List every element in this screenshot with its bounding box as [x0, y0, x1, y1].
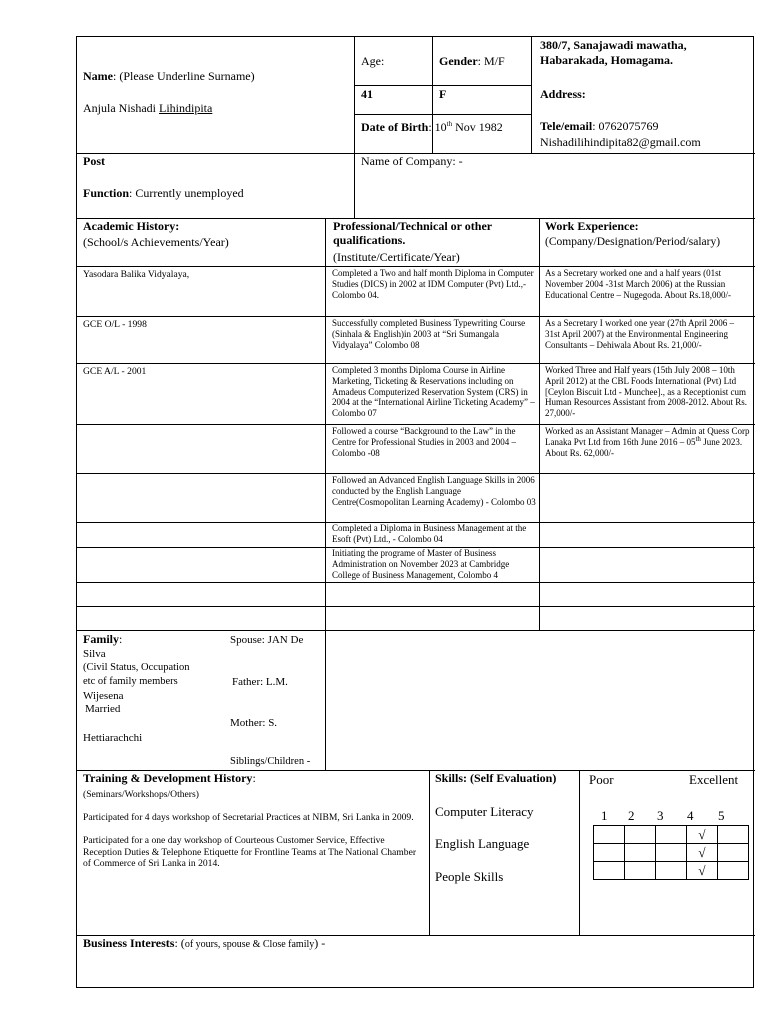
- rating-scale-number: 1: [601, 808, 608, 823]
- name-value: Anjula Nishadi Lihindipita: [83, 101, 213, 115]
- rating-check: √: [687, 826, 718, 844]
- rating-scale-number: 4: [687, 808, 694, 823]
- professional-subtitle: (Institute/Certificate/Year): [333, 250, 460, 264]
- rating-scale-number: 5: [718, 808, 725, 823]
- rating-excellent-label: Excellent: [689, 772, 739, 787]
- function-value: Function: Currently unemployed: [83, 186, 244, 200]
- divider: [354, 37, 355, 218]
- professional-row: Initiating the programe of Master of Business Administration on November 2023 at Cambridge College of Business Management, Colombo 4: [332, 548, 510, 580]
- rating-row: [594, 862, 749, 880]
- professional-row: Followed an Advanced English Language Skills in 2006 conducted by the English Language Centre(Cosmopolitan Learning Academy) - Colombo 03: [332, 475, 536, 507]
- family-label: Family:: [83, 632, 123, 646]
- rating-cell: [718, 844, 749, 862]
- contact-email: Nishadilihindipita82@gmail.com: [540, 135, 701, 149]
- cv-form: [76, 36, 754, 988]
- divider: [77, 316, 755, 317]
- divider: [579, 770, 580, 935]
- business-interests: Business Interests: (of yours, spouse & Close family) -: [83, 936, 326, 950]
- academic-row: Yasodara Balika Vidyalaya,: [83, 269, 190, 280]
- divider: [354, 114, 531, 115]
- gender-value: F: [439, 87, 447, 101]
- rating-cell: [625, 826, 656, 844]
- divider: [354, 85, 531, 86]
- rating-check: √: [687, 844, 718, 862]
- divider: [539, 218, 540, 630]
- divider: [77, 266, 755, 267]
- academic-row: GCE O/L - 1998: [83, 319, 147, 330]
- rating-row: [594, 826, 749, 844]
- rating-cell: [656, 844, 687, 862]
- professional-row: Completed a Diploma in Business Management at the Esoft (Pvt) Ltd., - Colombo 04: [332, 523, 527, 544]
- training-item: Participated for a one day workshop of Courteous Customer Service, Effective Reception Duties & Telephone Etiquette for Frontline Teams at The National Chamber of Commerce of Sri Lanka in 2014.: [83, 835, 417, 869]
- gender-label: Gender: M/F: [439, 54, 505, 68]
- academic-subtitle: (School/s Achievements/Year): [83, 235, 229, 249]
- rating-cell: [594, 844, 625, 862]
- academic-row: GCE A/L - 2001: [83, 366, 147, 377]
- divider: [325, 630, 326, 770]
- rating-grid: [593, 825, 749, 880]
- divider: [432, 37, 433, 153]
- divider: [77, 363, 755, 364]
- family-civil-status: Married: [85, 703, 121, 715]
- rating-check: √: [687, 862, 718, 880]
- address-label: Address:: [540, 87, 586, 101]
- family-siblings: Siblings/Children -: [230, 756, 311, 767]
- family-father-cont: Wijesena: [83, 690, 124, 702]
- professional-row: Successfully completed Business Typewriting Course (Sinhala & English)in 2003 at “Sri Sumangala Vidyalaya” Colombo 08: [332, 318, 526, 350]
- rating-cell: [656, 862, 687, 880]
- divider: [77, 582, 755, 583]
- professional-row: Completed a Two and half month Diploma in Computer Studies (DICS) in 2002 at IDM Computer (Pvt) Ltd.,-Colombo 04.: [332, 268, 534, 300]
- rating-cell: [594, 826, 625, 844]
- rating-cell: [625, 862, 656, 880]
- address-line-1: 380/7, Sanajawadi mawatha,: [540, 38, 687, 52]
- training-title: Training & Development History:: [83, 771, 256, 785]
- work-row: Worked Three and Half years (15th July 2008 – 10th April 2012) at the CBL Foods International (Pvt) Ltd [Ceylon Biscuit Ltd - Munchee]., as a Receptionist cum Human Resources Assistant from 2008-2012. About Rs. 27,000/-: [545, 365, 747, 419]
- work-row: Worked as an Assistant Manager – Admin at Quess Corp Lanaka Pvt Ltd from 16th June 2016 – 05th June 2023. About Rs. 62,000/-: [545, 426, 750, 458]
- rating-cell: [656, 826, 687, 844]
- skill-name: English Language: [435, 836, 530, 851]
- rating-scale-number: 3: [657, 808, 664, 823]
- rating-scale-number: 2: [628, 808, 635, 823]
- work-subtitle: (Company/Designation/Period/salary): [545, 236, 721, 248]
- family-mother-cont: Hettiarachchi: [83, 732, 143, 744]
- work-title: Work Experience:: [545, 219, 639, 233]
- age-value: 41: [361, 87, 373, 101]
- divider: [429, 770, 430, 935]
- rating-cell: [718, 862, 749, 880]
- divider: [77, 606, 755, 607]
- family-father: Father: L.M.: [232, 676, 288, 688]
- family-spouse: Spouse: JAN De: [230, 634, 304, 646]
- rating-row: [594, 844, 749, 862]
- post-label: Post: [83, 154, 105, 168]
- training-item: Participated for 4 days workshop of Secretarial Practices at NIBM, Sri Lanka in 2009.: [83, 812, 414, 823]
- divider: [325, 218, 326, 630]
- divider: [77, 473, 755, 474]
- divider: [77, 424, 755, 425]
- date-of-birth: Date of Birth: 10th Nov 1982: [361, 120, 503, 134]
- contact-phone: Tele/email: 0762075769: [540, 119, 659, 133]
- address-line-2: Habarakada, Homagama.: [540, 53, 674, 67]
- rating-cell: [625, 844, 656, 862]
- training-subtitle: (Seminars/Workshops/Others): [83, 789, 199, 800]
- work-row: As a Secretary I worked one year (27th April 2006 – 31st April 2007) at the Environmental Engineering Consultants – Dehiwala About Rs. 21,000/-: [545, 318, 734, 350]
- work-row: As a Secretary worked one and a half years (01st November 2004 -31st March 2006) at the Russian Educational Centre – Nugegoda. About Rs.18,000/-: [545, 268, 731, 300]
- company-label: Name of Company: -: [361, 154, 463, 168]
- skill-name: Computer Literacy: [435, 804, 534, 819]
- name-label: Name: (Please Underline Surname): [83, 69, 255, 83]
- rating-cell: [594, 862, 625, 880]
- age-label: Age:: [361, 54, 385, 68]
- family-hint: (Civil Status, Occupation: [83, 662, 190, 673]
- skill-name: People Skills: [435, 869, 504, 884]
- family-hint-cont: etc of family members: [83, 676, 178, 687]
- professional-row: Completed 3 months Diploma Course in Airline Marketing, Ticketing & Reservations including on Amadeus Computerized Reservation System (CRS) in 2004 at the “International Airline Ticketing Academy” – Colombo 07: [332, 365, 535, 419]
- professional-row: Followed a course “Background to the Law” in the Centre for Professional Studies in 2003 and 2004 – Colombo -08: [332, 426, 516, 458]
- rating-cell: [718, 826, 749, 844]
- divider: [531, 37, 532, 153]
- family-mother: Mother: S.: [230, 717, 278, 729]
- skills-title: Skills: (Self Evaluation): [435, 771, 557, 785]
- professional-title: Professional/Technical or other qualifications.: [333, 219, 492, 247]
- family-spouse-cont: Silva: [83, 648, 106, 660]
- rating-poor-label: Poor: [589, 772, 614, 787]
- academic-title: Academic History:: [83, 219, 180, 233]
- divider: [77, 630, 755, 631]
